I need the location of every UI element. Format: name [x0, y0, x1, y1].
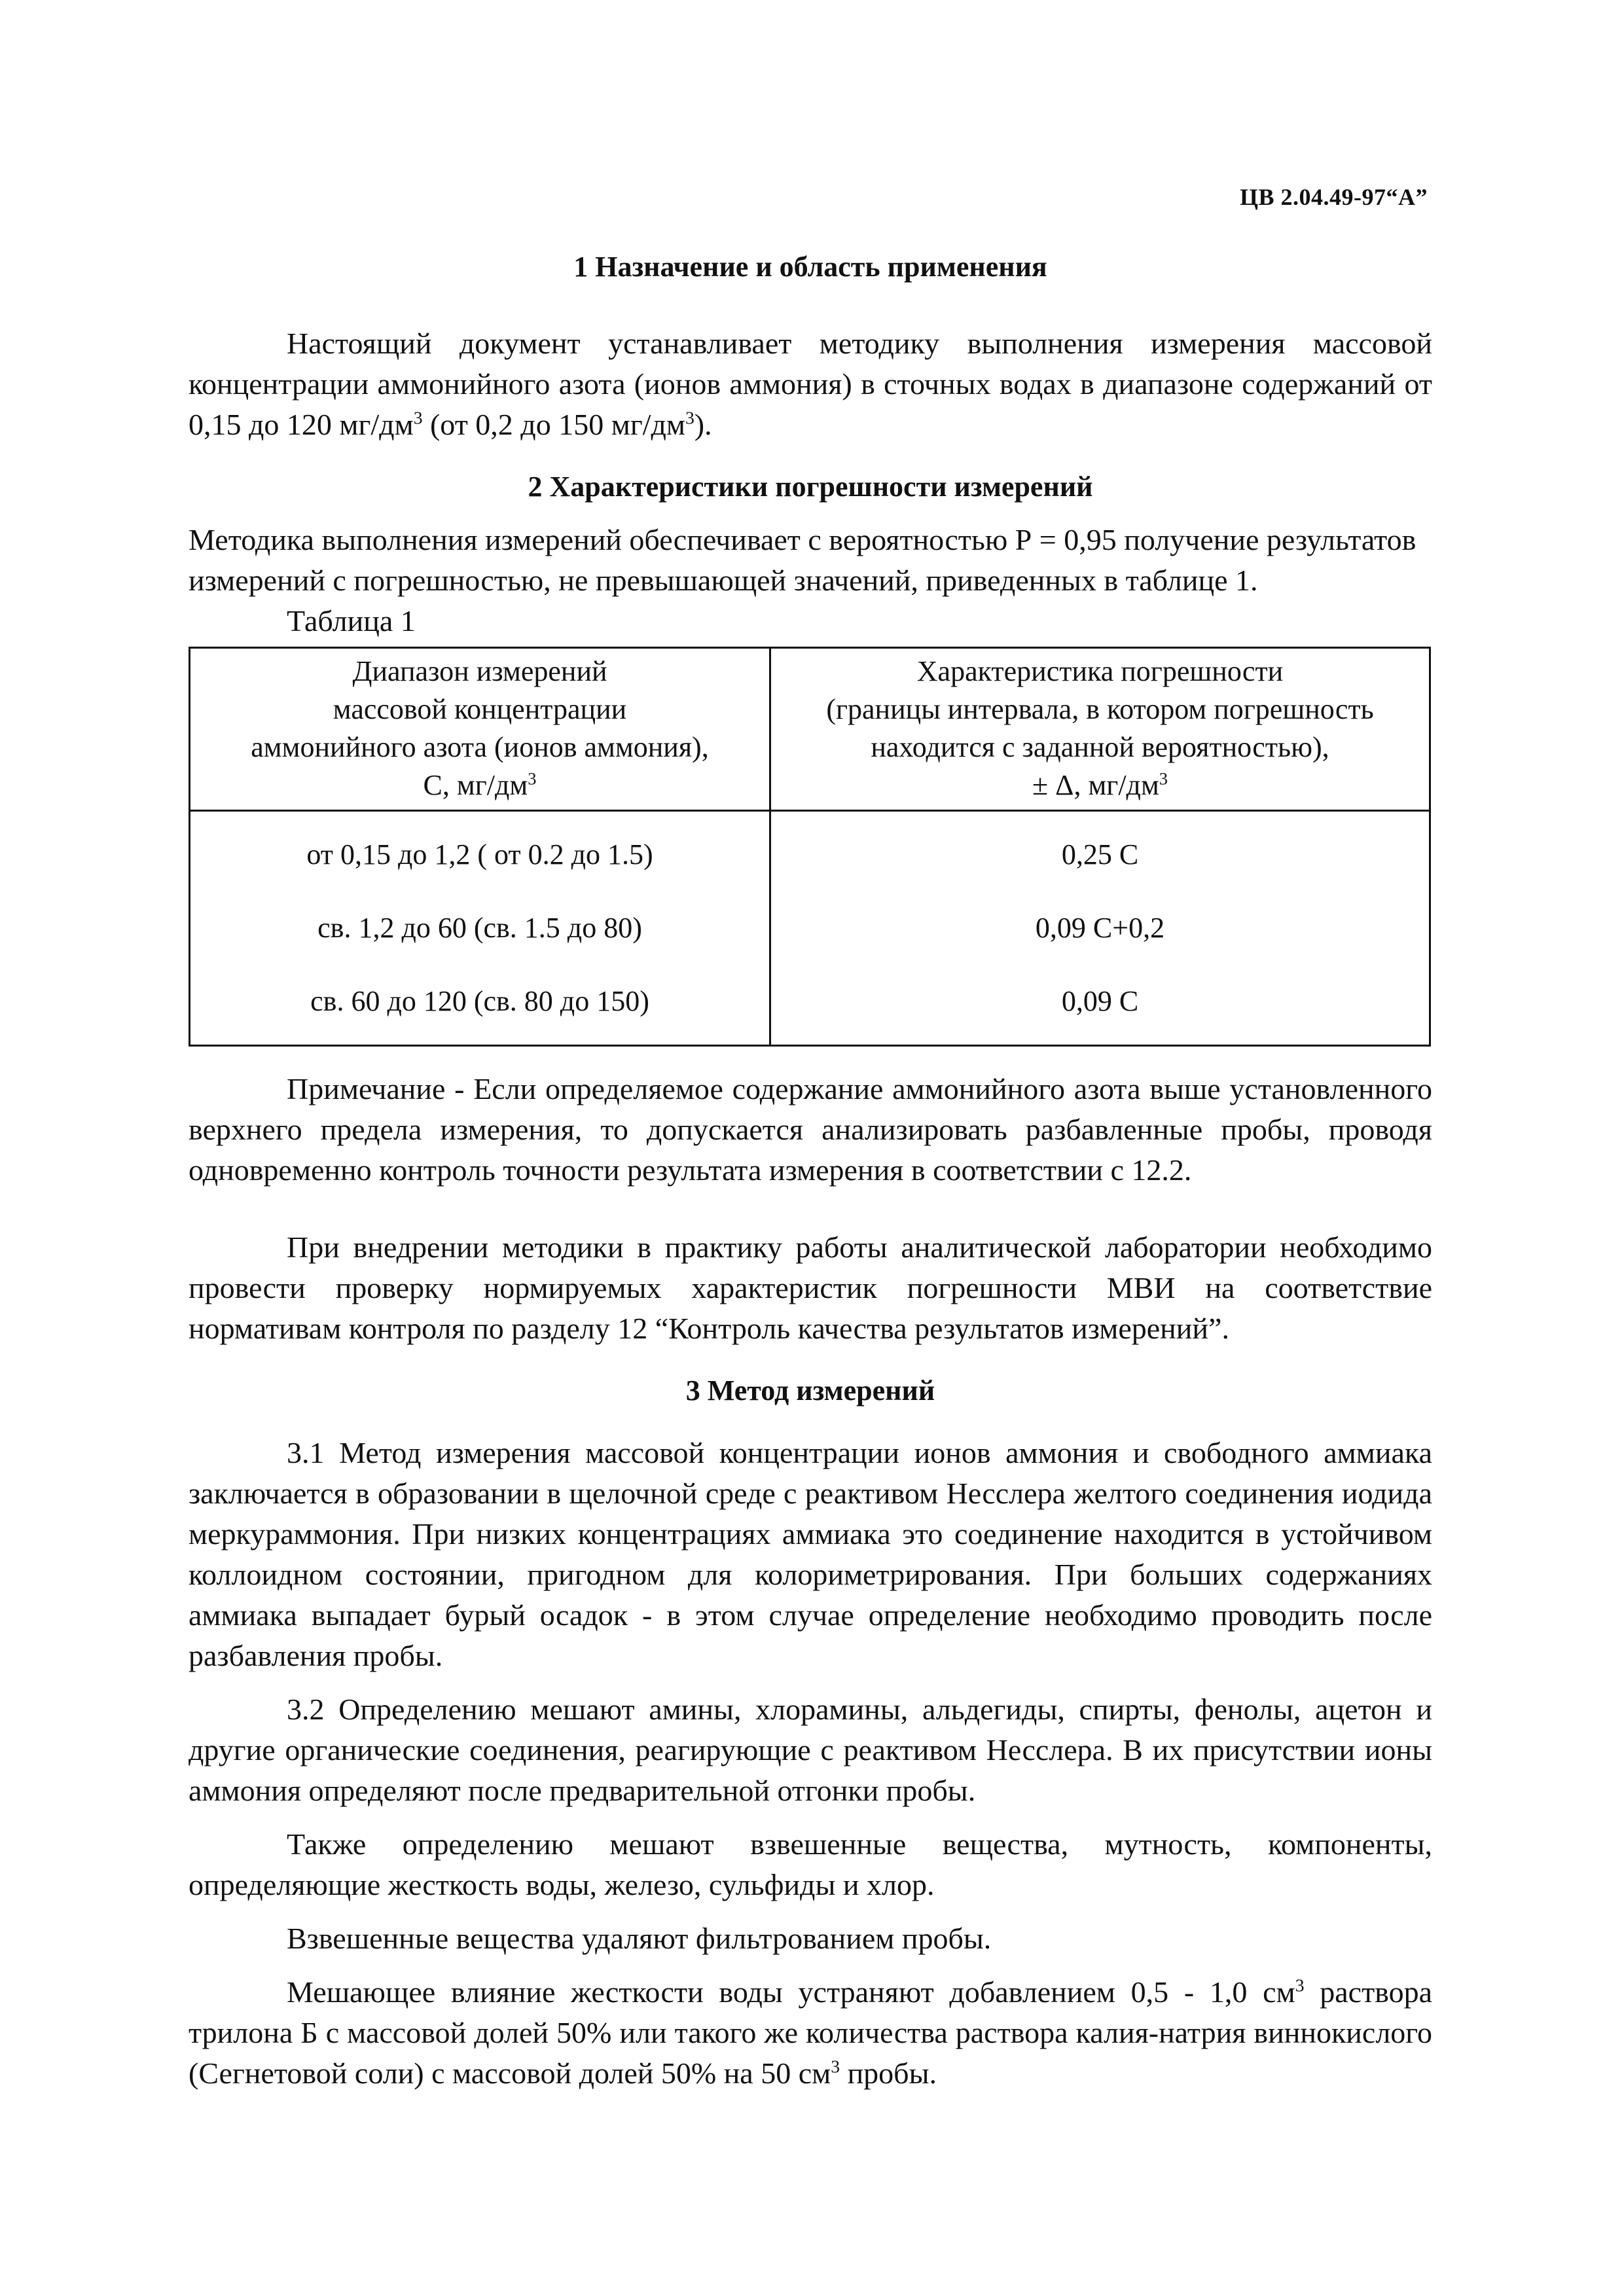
sup-3: 3 [685, 407, 695, 428]
header-error-line-3: находится с заданной вероятностью), [871, 731, 1329, 763]
document-body [189, 247, 1432, 2094]
table-header-error [770, 648, 1430, 811]
header-range-line-4: С, мг/дм [423, 769, 528, 801]
section-3-title: 3 Метод измерений [685, 1374, 935, 1407]
header-error-line-2: (границы интервала, в котором погрешность [826, 693, 1374, 725]
paragraph-3-2: 3.2 Определению мешают амины, хлорамины, альдегиды, спирты, фенолы, ацетон и другие органические соединения, реагирующие с реактивом Несслера. В их присутствии ионы аммония определяют после предварительной отгонки пробы. [189, 1693, 1432, 1807]
document-code: ЦВ 2.04.49-97“А” [1240, 184, 1428, 210]
paragraph-3-5 [189, 1972, 1432, 2094]
paragraph-3-1: 3.1 Метод измерения массовой концентрации ионов аммония и свободного аммиака заключается в образовании в щелочной среде с реактивом Несслера желтого соединения иодида меркураммония. При низких концентрациях аммиака это соединение находится в устойчивом коллоидном состоянии, пригодном для колориметрирования. При больших содержаниях аммиака выпадает бурый осадок - в этом случае определение необходимо проводить после разбавления пробы. [189, 1436, 1432, 1672]
table-cell-error: 0,09 С [770, 965, 1430, 1046]
s1-text-c: ). [694, 408, 712, 441]
section-1-title: 1 Назначение и область применения [573, 251, 1047, 283]
header-error-line-4: ± Δ, мг/дм [1032, 769, 1159, 801]
s1-text-a: Настоящий документ устанавливает методику выполнения измерения массовой концентрации аммонийного азота (ионов аммония) в сточных водах в диапазоне содержаний от 0,15 до 120 мг/дм [189, 327, 1432, 441]
header-error-line-1: Характеристика погрешности [916, 655, 1284, 687]
sup-3: 3 [528, 768, 537, 789]
table-header-range [190, 648, 770, 811]
sup-3: 3 [831, 2056, 840, 2077]
section-2-paragraph: Методика выполнения измерений обеспечивает с вероятностью Р = 0,95 получение результатов измерений с погрешностью, не превышающей значений, приведенных в таблице 1. [189, 523, 1416, 597]
sup-3: 3 [1295, 1975, 1305, 1996]
header-range-line-3: аммонийного азота (ионов аммония), [251, 731, 709, 763]
paragraph-3-4: Взвешенные вещества удаляют фильтрованием пробы. [287, 1922, 992, 1955]
section-1-paragraph [189, 323, 1432, 445]
table-cell-error: 0,25 С [770, 811, 1430, 892]
section-2-paragraph-2: При внедрении методики в практику работы аналитической лаборатории необходимо провести проверку нормируемых характеристик погрешности МВИ на соответствие нормативам контроля по разделу 12 “Контроль качества результатов измерений”. [189, 1230, 1432, 1345]
table-header-row [190, 648, 1430, 811]
sup-3: 3 [413, 407, 423, 428]
p35-text-a: Мешающее влияние жесткости воды устраняют добавлением 0,5 - 1,0 см [287, 1975, 1295, 2009]
p35-text-c: пробы. [847, 2056, 937, 2090]
header-range-line-1: Диапазон измерений [352, 655, 607, 687]
table-row [190, 891, 1430, 965]
table-cell-range: св. 60 до 120 (св. 80 до 150) [190, 965, 770, 1046]
table-cell-range: св. 1,2 до 60 (св. 1.5 до 80) [190, 891, 770, 965]
error-table [189, 647, 1431, 1047]
header-range-line-2: массовой концентрации [333, 693, 627, 725]
table-caption: Таблица 1 [287, 604, 416, 637]
s1-text-b: (от 0,2 до 150 мг/дм [429, 408, 685, 441]
table-row [190, 965, 1430, 1046]
p35-text-b: раствора трилона Б с массовой долей 50% или такого же количества раствора калия-натрия виннокислого (Сегнетовой соли) с массовой долей 50% на 50 см [189, 1975, 1433, 2090]
table-row [190, 811, 1430, 892]
table-note: Примечание - Если определяемое содержание аммонийного азота выше установленного верхнего предела измерения, то допускается анализировать разбавленные пробы, проводя одновременно контроль точности результата измерения в соответствии с 12.2. [189, 1072, 1432, 1187]
paragraph-3-3: Также определению мешают взвешенные вещества, мутность, компоненты, определяющие жесткость воды, железо, сульфиды и хлор. [189, 1827, 1432, 1901]
sup-3: 3 [1159, 768, 1168, 789]
table-cell-error: 0,09 С+0,2 [770, 891, 1430, 965]
table-cell-range: от 0,15 до 1,2 ( от 0.2 до 1.5) [190, 811, 770, 892]
section-2-title: 2 Характеристики погрешности измерений [528, 471, 1093, 503]
